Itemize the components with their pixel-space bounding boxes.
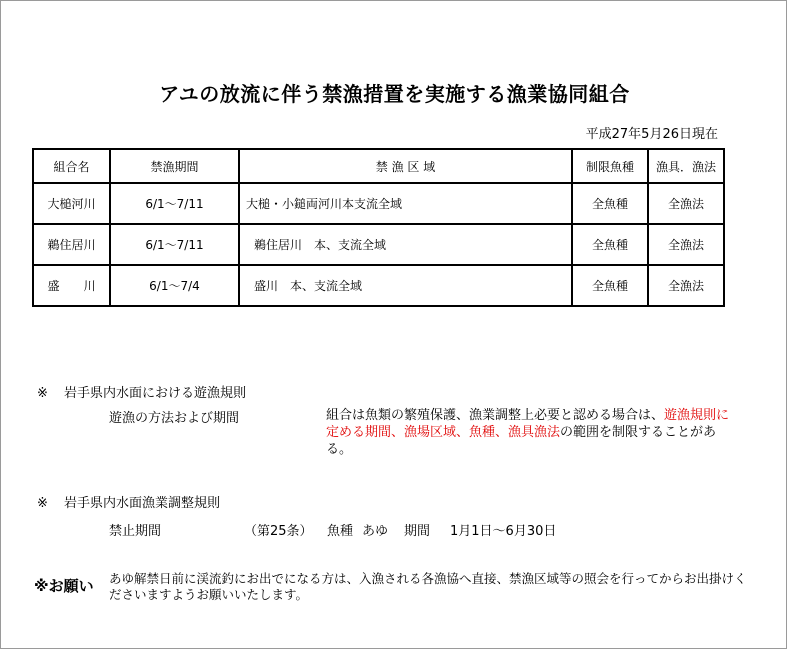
- cell-union: 鵜住居川: [33, 224, 110, 265]
- cell-fish: 全魚種: [572, 265, 648, 306]
- cell-area: 鵜住居川 本、支流全域: [239, 224, 572, 265]
- table-row: [33, 183, 724, 224]
- header-method: 漁具．漁法: [648, 149, 724, 183]
- rule2-period: 1月1日～6月30日: [450, 524, 557, 539]
- rule1-text-highlight: 定める期間、漁場区域、魚種、漁具漁法: [326, 425, 561, 440]
- cell-method: 全漁法: [648, 265, 724, 306]
- rule2-period-label: 期間: [404, 524, 431, 539]
- rule1-body: [326, 407, 731, 458]
- closure-table: [32, 148, 725, 307]
- note-mark: ※: [37, 496, 48, 511]
- rule1-text: の範囲を制限することがある。: [326, 425, 717, 457]
- rule2-fish: あゆ: [362, 524, 389, 539]
- header-union: 組合名: [33, 149, 110, 183]
- cell-area: 盛川 本、支流全域: [239, 265, 572, 306]
- header-area: 禁 漁 区 域: [239, 149, 572, 183]
- header-period: 禁漁期間: [110, 149, 239, 183]
- cell-period: 6/1～7/11: [110, 183, 239, 224]
- rule2-heading: [37, 492, 220, 511]
- rule1-heading: [37, 382, 246, 401]
- cell-union: 盛 川: [33, 265, 110, 306]
- cell-union: 大槌河川: [33, 183, 110, 224]
- rule2-label: 禁止期間: [109, 524, 162, 539]
- as-of-date: 平成27年5月26日現在: [585, 127, 718, 142]
- note-mark: ※: [37, 386, 48, 401]
- table-header-row: [33, 149, 724, 183]
- page-title: アユの放流に伴う禁漁措置を実施する漁業協同組合: [159, 82, 630, 106]
- cell-fish: 全魚種: [572, 183, 648, 224]
- request-text: あゆ解禁日前に渓流釣にお出でになる方は、入漁される各漁協へ直接、禁漁区域等の照会を行ってからお出掛けくださいますようお願いいたします。: [109, 571, 747, 602]
- cell-period: 6/1～7/4: [110, 265, 239, 306]
- rule1-text-highlight: 遊漁規則に: [664, 408, 730, 423]
- table-row: [33, 265, 724, 306]
- rule1-title: 岩手県内水面における遊漁規則: [64, 386, 247, 401]
- rule1-subheading: 遊漁の方法および期間: [109, 411, 240, 426]
- request-label: ※お願い: [34, 577, 94, 595]
- cell-area: 大槌・小鎚両河川本支流全域: [239, 183, 572, 224]
- rule2-title: 岩手県内水面漁業調整規則: [64, 496, 221, 511]
- rule2-article: （第25条）: [244, 524, 313, 539]
- header-fish: 制限魚種: [572, 149, 648, 183]
- cell-period: 6/1～7/11: [110, 224, 239, 265]
- cell-method: 全漁法: [648, 224, 724, 265]
- cell-method: 全漁法: [648, 183, 724, 224]
- rule2-fish-label: 魚種: [327, 524, 354, 539]
- cell-fish: 全魚種: [572, 224, 648, 265]
- table-row: [33, 224, 724, 265]
- rule1-text: 組合は魚類の繁殖保護、漁業調整上必要と認める場合は、: [326, 408, 665, 423]
